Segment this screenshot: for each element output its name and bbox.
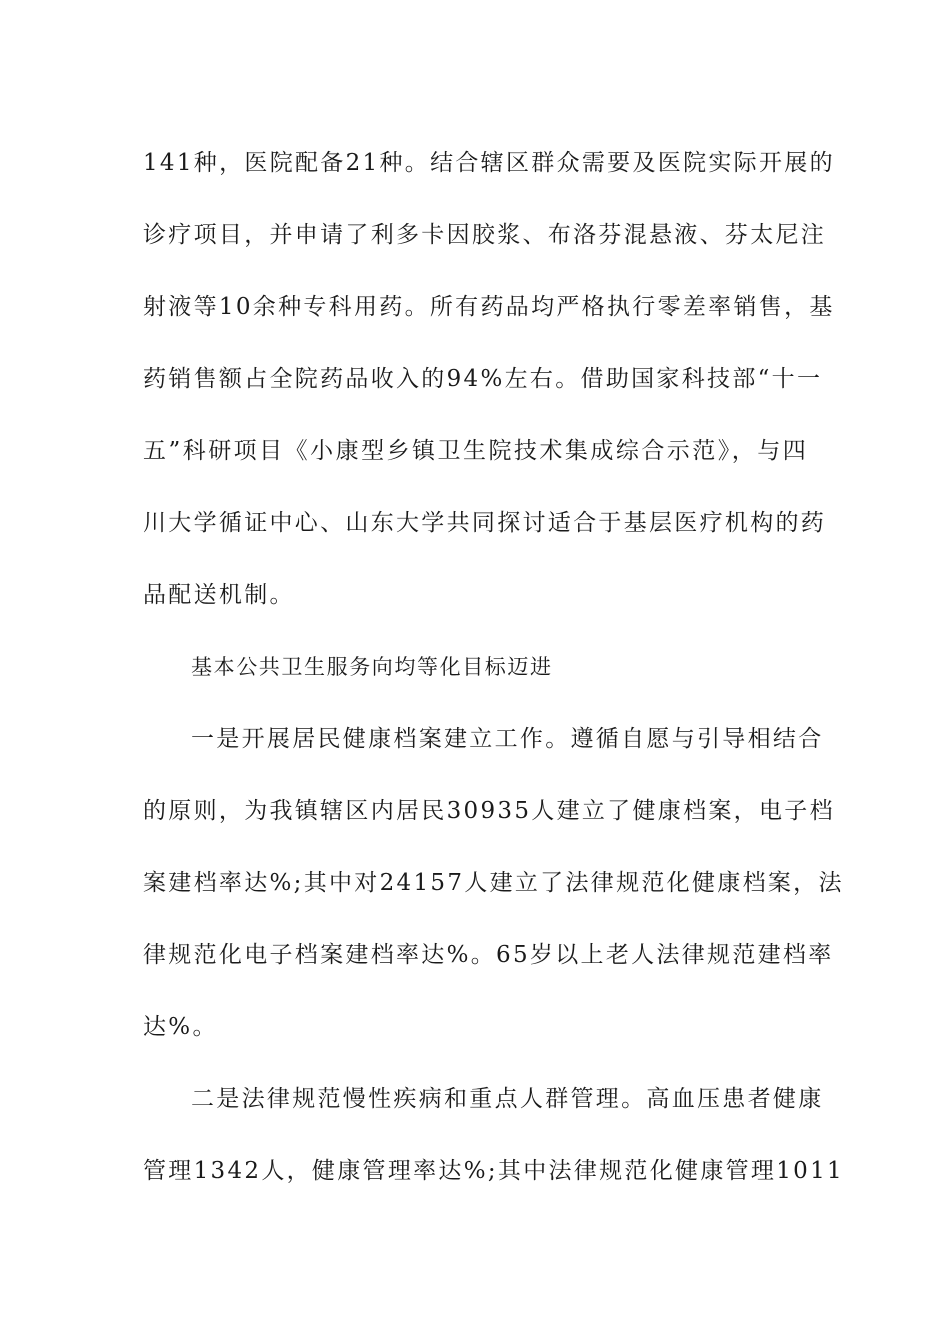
text-line: 品配送机制。	[143, 582, 295, 608]
text-line: 141种，医院配备21种。结合辖区群众需要及医院实际开展的	[143, 150, 835, 176]
text-line: 五”科研项目《小康型乡镇卫生院技术集成综合示范》，与四	[143, 438, 808, 464]
text-line: 射液等10余种专科用药。所有药品均严格执行零差率销售，基	[143, 294, 835, 320]
text-line: 一是开展居民健康档案建立工作。遵循自愿与引导相结合	[191, 726, 824, 752]
text-line: 达%。	[143, 1014, 218, 1040]
section-heading-text: 基本公共卫生服务向均等化目标迈进	[191, 655, 553, 679]
section-heading	[143, 631, 808, 703]
paragraph-health-records	[143, 703, 844, 1063]
text-line: 的原则，为我镇辖区内居民30935人建立了健康档案，电子档	[143, 798, 835, 824]
paragraph-chronic-disease	[143, 1063, 844, 1207]
document-body	[143, 127, 844, 1207]
text-line: 案建档率达%;其中对24157人建立了法律规范化健康档案，法	[143, 870, 844, 896]
text-line: 管理1342人，健康管理率达%;其中法律规范化健康管理1011	[143, 1158, 844, 1184]
text-line: 药销售额占全院药品收入的94%左右。借助国家科技部“十一	[143, 366, 823, 392]
text-line: 二是法律规范慢性疾病和重点人群管理。高血压患者健康	[191, 1086, 824, 1112]
paragraph-drug-supply	[143, 127, 835, 631]
text-line: 川大学循证中心、山东大学共同探讨适合于基层医疗机构的药	[143, 510, 827, 536]
text-line: 律规范化电子档案建档率达%。65岁以上老人法律规范建档率	[143, 942, 834, 968]
text-line: 诊疗项目，并申请了利多卡因胶浆、布洛芬混悬液、芬太尼注	[143, 222, 827, 248]
